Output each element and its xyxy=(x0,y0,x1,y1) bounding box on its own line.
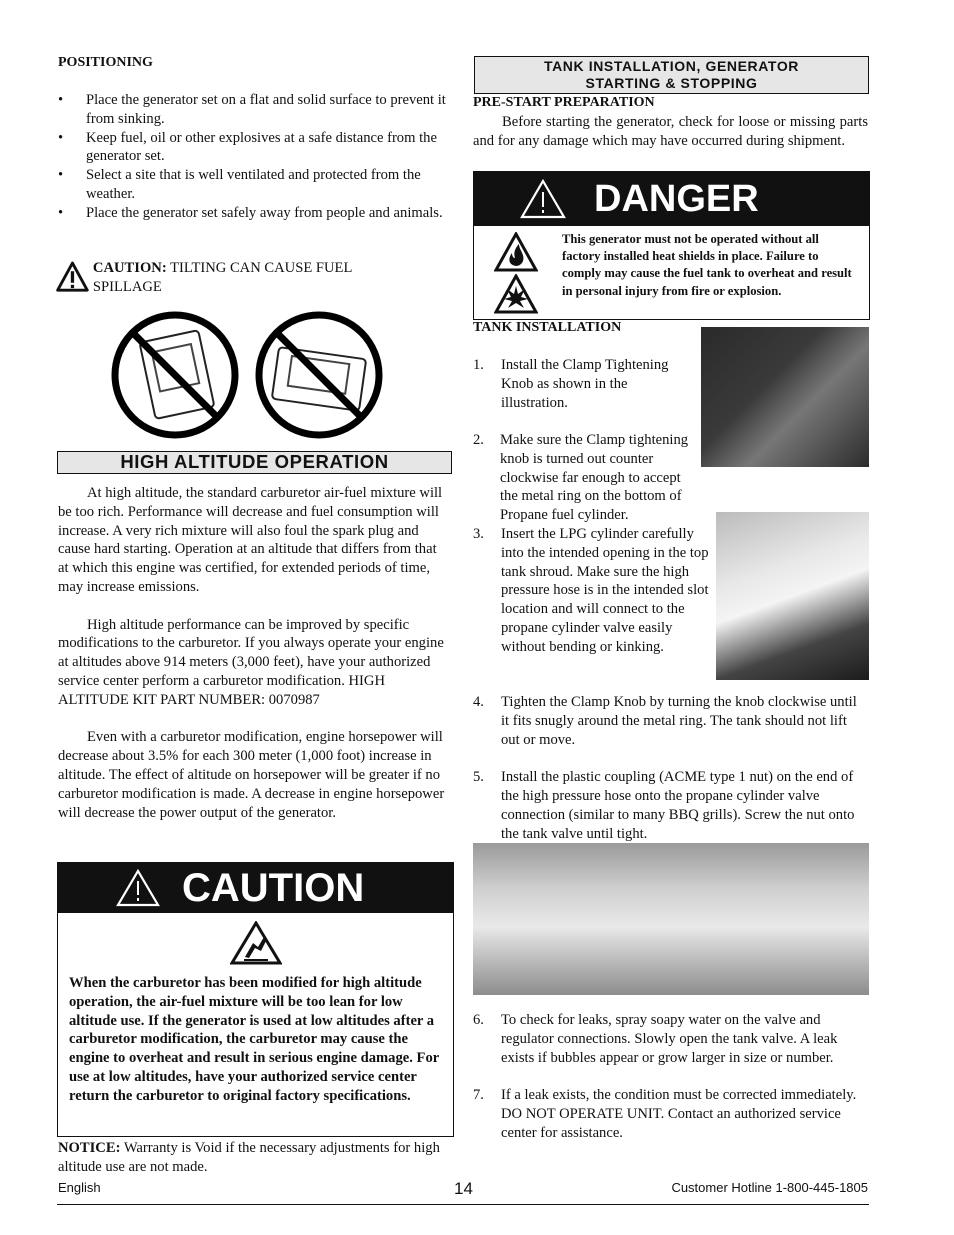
positioning-heading: POSITIONING xyxy=(58,55,153,70)
caution-title: CAUTION xyxy=(182,865,365,910)
list-item: 4. Tighten the Clamp Knob by turning the knob clockwise until it fits snugly around the metal ring. The tank should not lift out or move. xyxy=(473,694,857,748)
section-heading-line: TANK INSTALLATION, GENERATOR xyxy=(543,58,800,74)
notice-text: Warranty is Void if the necessary adjustments for high altitude use are not made. xyxy=(58,1140,440,1175)
section-heading xyxy=(474,56,869,94)
page-number: 14 xyxy=(454,1179,473,1198)
danger-title: DANGER xyxy=(594,177,759,220)
tank-step xyxy=(473,525,713,657)
prestart-text: Before starting the generator, check for loose or missing parts and for any damage which may have occurred during shipment. xyxy=(473,114,868,149)
list-item: • Place the generator set on a flat and solid surface to prevent it from sinking. xyxy=(58,91,452,129)
positioning-list xyxy=(58,91,452,223)
list-item: 7. If a leak exists, the condition must be corrected immediately. DO NOT OPERATE UNIT. Contact an authorized service center for assistance. xyxy=(473,1087,857,1141)
list-item: • Keep fuel, oil or other explosives at a safe distance from the generator set. xyxy=(58,129,452,167)
paragraph: Even with a carburetor modification, engine horsepower will decrease about 3.5% for each 300 meter (1,000 foot) increase in altitude. The effect of altitude on horsepower will be greater if no carburetor modification is made. A decrease in engine horsepower will decrease the power output of the generator. xyxy=(58,729,445,821)
warning-triangle-icon xyxy=(56,259,89,295)
list-item: • Place the generator set safely away from people and animals. xyxy=(58,204,452,223)
high-altitude-heading: HIGH ALTITUDE OPERATION xyxy=(57,451,452,474)
caution-box xyxy=(57,862,454,1137)
notice-label: NOTICE: xyxy=(58,1140,121,1156)
prestart-heading: PRE-START PREPARATION xyxy=(473,95,655,110)
caution-label: CAUTION: xyxy=(92,260,167,276)
list-item: 6. To check for leaks, spray soapy water on the valve and regulator connections. Slowly open the tank valve. A leak exists if bubbles appear or grow larger in size or number. xyxy=(473,1012,838,1066)
paragraph: High altitude performance can be improved by specific modifications to the carburetor. If you always operate your engine at altitudes above 914 meters (3,000 feet), have your authorized service center perform a carburetor modification. HIGH ALTITUDE KIT PART NUMBER: 0070987 xyxy=(58,616,444,708)
danger-banner xyxy=(474,172,869,226)
tank-steps-6-7 xyxy=(473,1011,868,1143)
step-2-text: Make sure the Clamp tightening knob is turned out counter clockwise far enough to accept the metal ring on the bottom of Propane fuel cylinder. xyxy=(500,432,689,524)
caution-text: TILTING CAN CAUSE FUEL SPILLAGE xyxy=(92,260,352,295)
footer-hotline: Customer Hotline 1-800-445-1805 xyxy=(671,1180,868,1195)
tank-steps-4-5 xyxy=(473,693,868,843)
no-tilt-illustration xyxy=(105,308,385,443)
lpg-cylinder-photo xyxy=(716,512,869,680)
tank-installation-heading: TANK INSTALLATION xyxy=(473,320,622,335)
tank-step xyxy=(473,356,683,412)
high-altitude-text xyxy=(58,484,450,822)
list-item: 3. Insert the LPG cylinder carefully into the intended opening in the top tank shroud. Make sure the high pressure hose is in the intended slot location and will connect to the propane cylinder valve easily without bending or kinking. xyxy=(473,526,709,655)
paragraph: At high altitude, the standard carburetor air-fuel mixture will be too rich. Performance will decrease and fuel consumption will increase. A very rich mixture will also foul the spark plug and cause hard starting. Operation at an altitude that differs from that at which this engine was certified, for extended periods of time, may increase emissions. xyxy=(58,485,443,595)
notice xyxy=(58,1139,450,1177)
explosion-hazard-icon xyxy=(494,274,538,314)
warning-triangle-icon xyxy=(116,869,160,907)
section-heading-line: STARTING & STOPPING xyxy=(585,75,758,91)
caution-box-text: When the carburetor has been modified for high altitude operation, the air-fuel mixture will be too lean for low altitude use. If the generator is used at low altitudes after a carburetor modification, the carburetor may cause the engine to overheat and result in serious engine damage. For use at low altitudes, have your authorized service center return the carburetor to original factory specifications. xyxy=(69,975,439,1104)
hose-coupling-photo xyxy=(473,843,869,995)
tilted-generator-prohibited-icon xyxy=(115,315,235,435)
danger-text: This generator must not be operated without all factory installed heat shields in place. Failure to comply may cause the fuel tank to overheat and result in personal injury from fire or explosion. xyxy=(562,232,852,298)
sideways-generator-prohibited-icon xyxy=(259,315,379,435)
fire-hazard-icon xyxy=(494,232,538,272)
caution-banner xyxy=(58,863,453,913)
hot-engine-warning-icon xyxy=(230,921,282,965)
list-item: 5. Install the plastic coupling (ACME type 1 nut) on the end of the high pressure hose onto the propane cylinder valve connection (similar to many BBQ grills). Screw the nut onto the tank valve until tight. xyxy=(473,769,855,842)
list-item: 1. Install the Clamp Tightening Knob as shown in the illustration. xyxy=(473,357,669,411)
footer-language: English xyxy=(58,1180,101,1195)
danger-box xyxy=(473,171,870,320)
warning-triangle-icon xyxy=(520,179,566,219)
list-item: • Select a site that is well ventilated and protected from the weather. xyxy=(58,166,452,204)
tilting-caution xyxy=(56,259,396,297)
footer-rule xyxy=(57,1204,869,1205)
